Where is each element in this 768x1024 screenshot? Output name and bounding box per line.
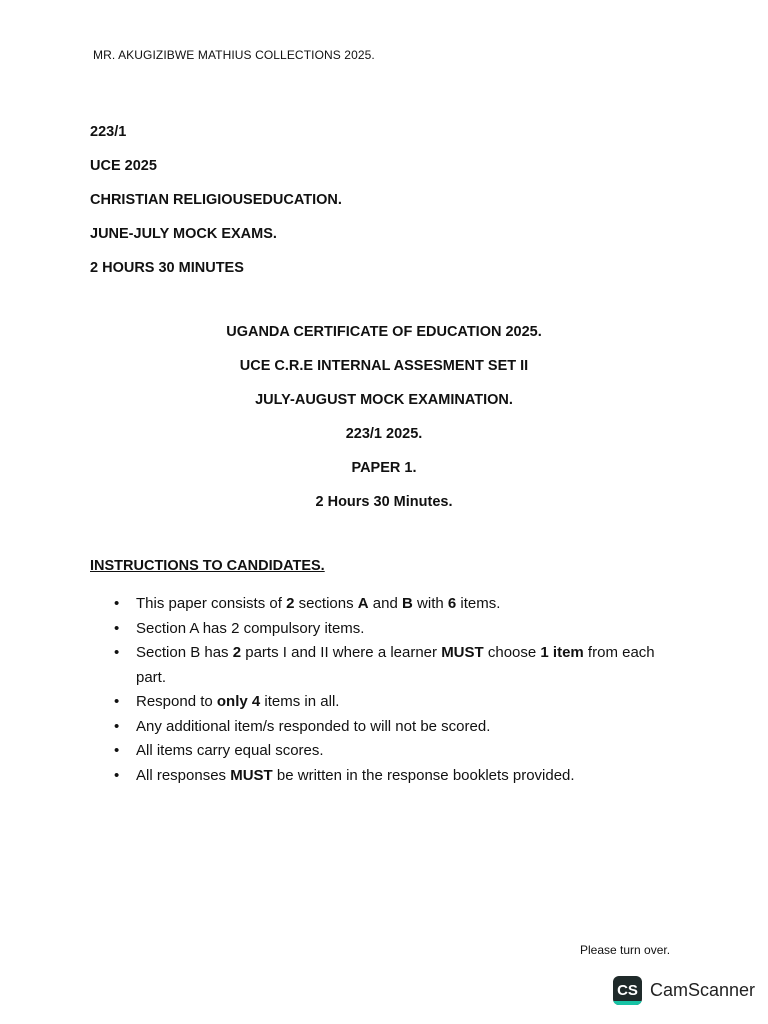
- instruction-text: and: [368, 595, 403, 612]
- camscanner-name: CamScanner: [650, 980, 756, 1000]
- instructions-list: [112, 592, 672, 788]
- camscanner-logo-icon: CS: [613, 976, 642, 1005]
- instruction-text: Respond to: [136, 693, 217, 710]
- instructions-heading: INSTRUCTIONS TO CANDIDATES.: [90, 558, 325, 574]
- instruction-text: Any additional item/s responded to will not be scored.: [136, 717, 491, 735]
- turn-over-note: Please turn over.: [580, 943, 671, 957]
- instruction-text: items.: [456, 595, 501, 612]
- assessment-set: UCE C.R.E INTERNAL ASSESMENT SET II: [239, 358, 529, 374]
- paper-number: PAPER 1.: [351, 460, 417, 476]
- instruction-emphasis: MUST: [230, 766, 273, 784]
- instruction-emphasis: 2: [232, 644, 242, 661]
- bullet-icon: •: [114, 742, 120, 759]
- instruction-item: [112, 617, 672, 642]
- instruction-emphasis: A: [357, 595, 369, 612]
- instruction-emphasis: only 4: [216, 693, 261, 710]
- instruction-emphasis: B: [402, 595, 413, 612]
- instruction-text: Section B has: [136, 644, 233, 661]
- instruction-text: be written in the response booklets provided.: [272, 766, 575, 784]
- camscanner-watermark: [613, 976, 755, 1005]
- exam-session: JUNE-JULY MOCK EXAMS.: [90, 226, 277, 242]
- instruction-item: [112, 715, 672, 740]
- bullet-icon: •: [114, 717, 120, 735]
- paper-year: 223/1 2025.: [345, 426, 423, 442]
- exam-year: UCE 2025: [90, 158, 157, 174]
- instruction-emphasis: MUST: [441, 644, 484, 661]
- bullet-icon: •: [114, 619, 120, 637]
- instruction-text: Section A has 2 compulsory items.: [136, 619, 365, 637]
- instruction-text: All items carry equal scores.: [136, 742, 324, 759]
- subject-title: CHRISTIAN RELIGIOUSEDUCATION.: [90, 192, 342, 208]
- paper-duration: 2 Hours 30 Minutes.: [315, 494, 453, 510]
- instruction-text: This paper consists of: [136, 595, 287, 612]
- instruction-text: sections: [294, 595, 358, 612]
- instruction-text: All responses: [136, 766, 231, 784]
- bullet-icon: •: [114, 595, 120, 612]
- certificate-title: UGANDA CERTIFICATE OF EDUCATION 2025.: [226, 324, 542, 340]
- header-note: MR. AKUGIZIBWE MATHIUS COLLECTIONS 2025.: [93, 48, 375, 62]
- instruction-text: parts I and II where a learner: [241, 644, 442, 661]
- instruction-emphasis: 6: [447, 595, 457, 612]
- paper-code: 223/1: [90, 124, 127, 140]
- bullet-icon: •: [114, 693, 120, 710]
- instruction-emphasis: 1 item: [540, 644, 584, 661]
- bullet-icon: •: [114, 644, 120, 661]
- mock-examination: JULY-AUGUST MOCK EXAMINATION.: [255, 392, 513, 408]
- instruction-text: from each part.: [136, 644, 655, 686]
- instruction-item: [112, 641, 672, 690]
- instruction-text: choose: [483, 644, 541, 661]
- instruction-item: [112, 592, 672, 617]
- exam-duration: 2 HOURS 30 MINUTES: [90, 260, 244, 276]
- instruction-text: with: [412, 595, 448, 612]
- instruction-item: [112, 739, 672, 764]
- instruction-item: [112, 690, 672, 715]
- instruction-item: [112, 764, 672, 789]
- instruction-emphasis: 2: [286, 595, 295, 612]
- instruction-text: items in all.: [260, 693, 340, 710]
- bullet-icon: •: [114, 766, 120, 784]
